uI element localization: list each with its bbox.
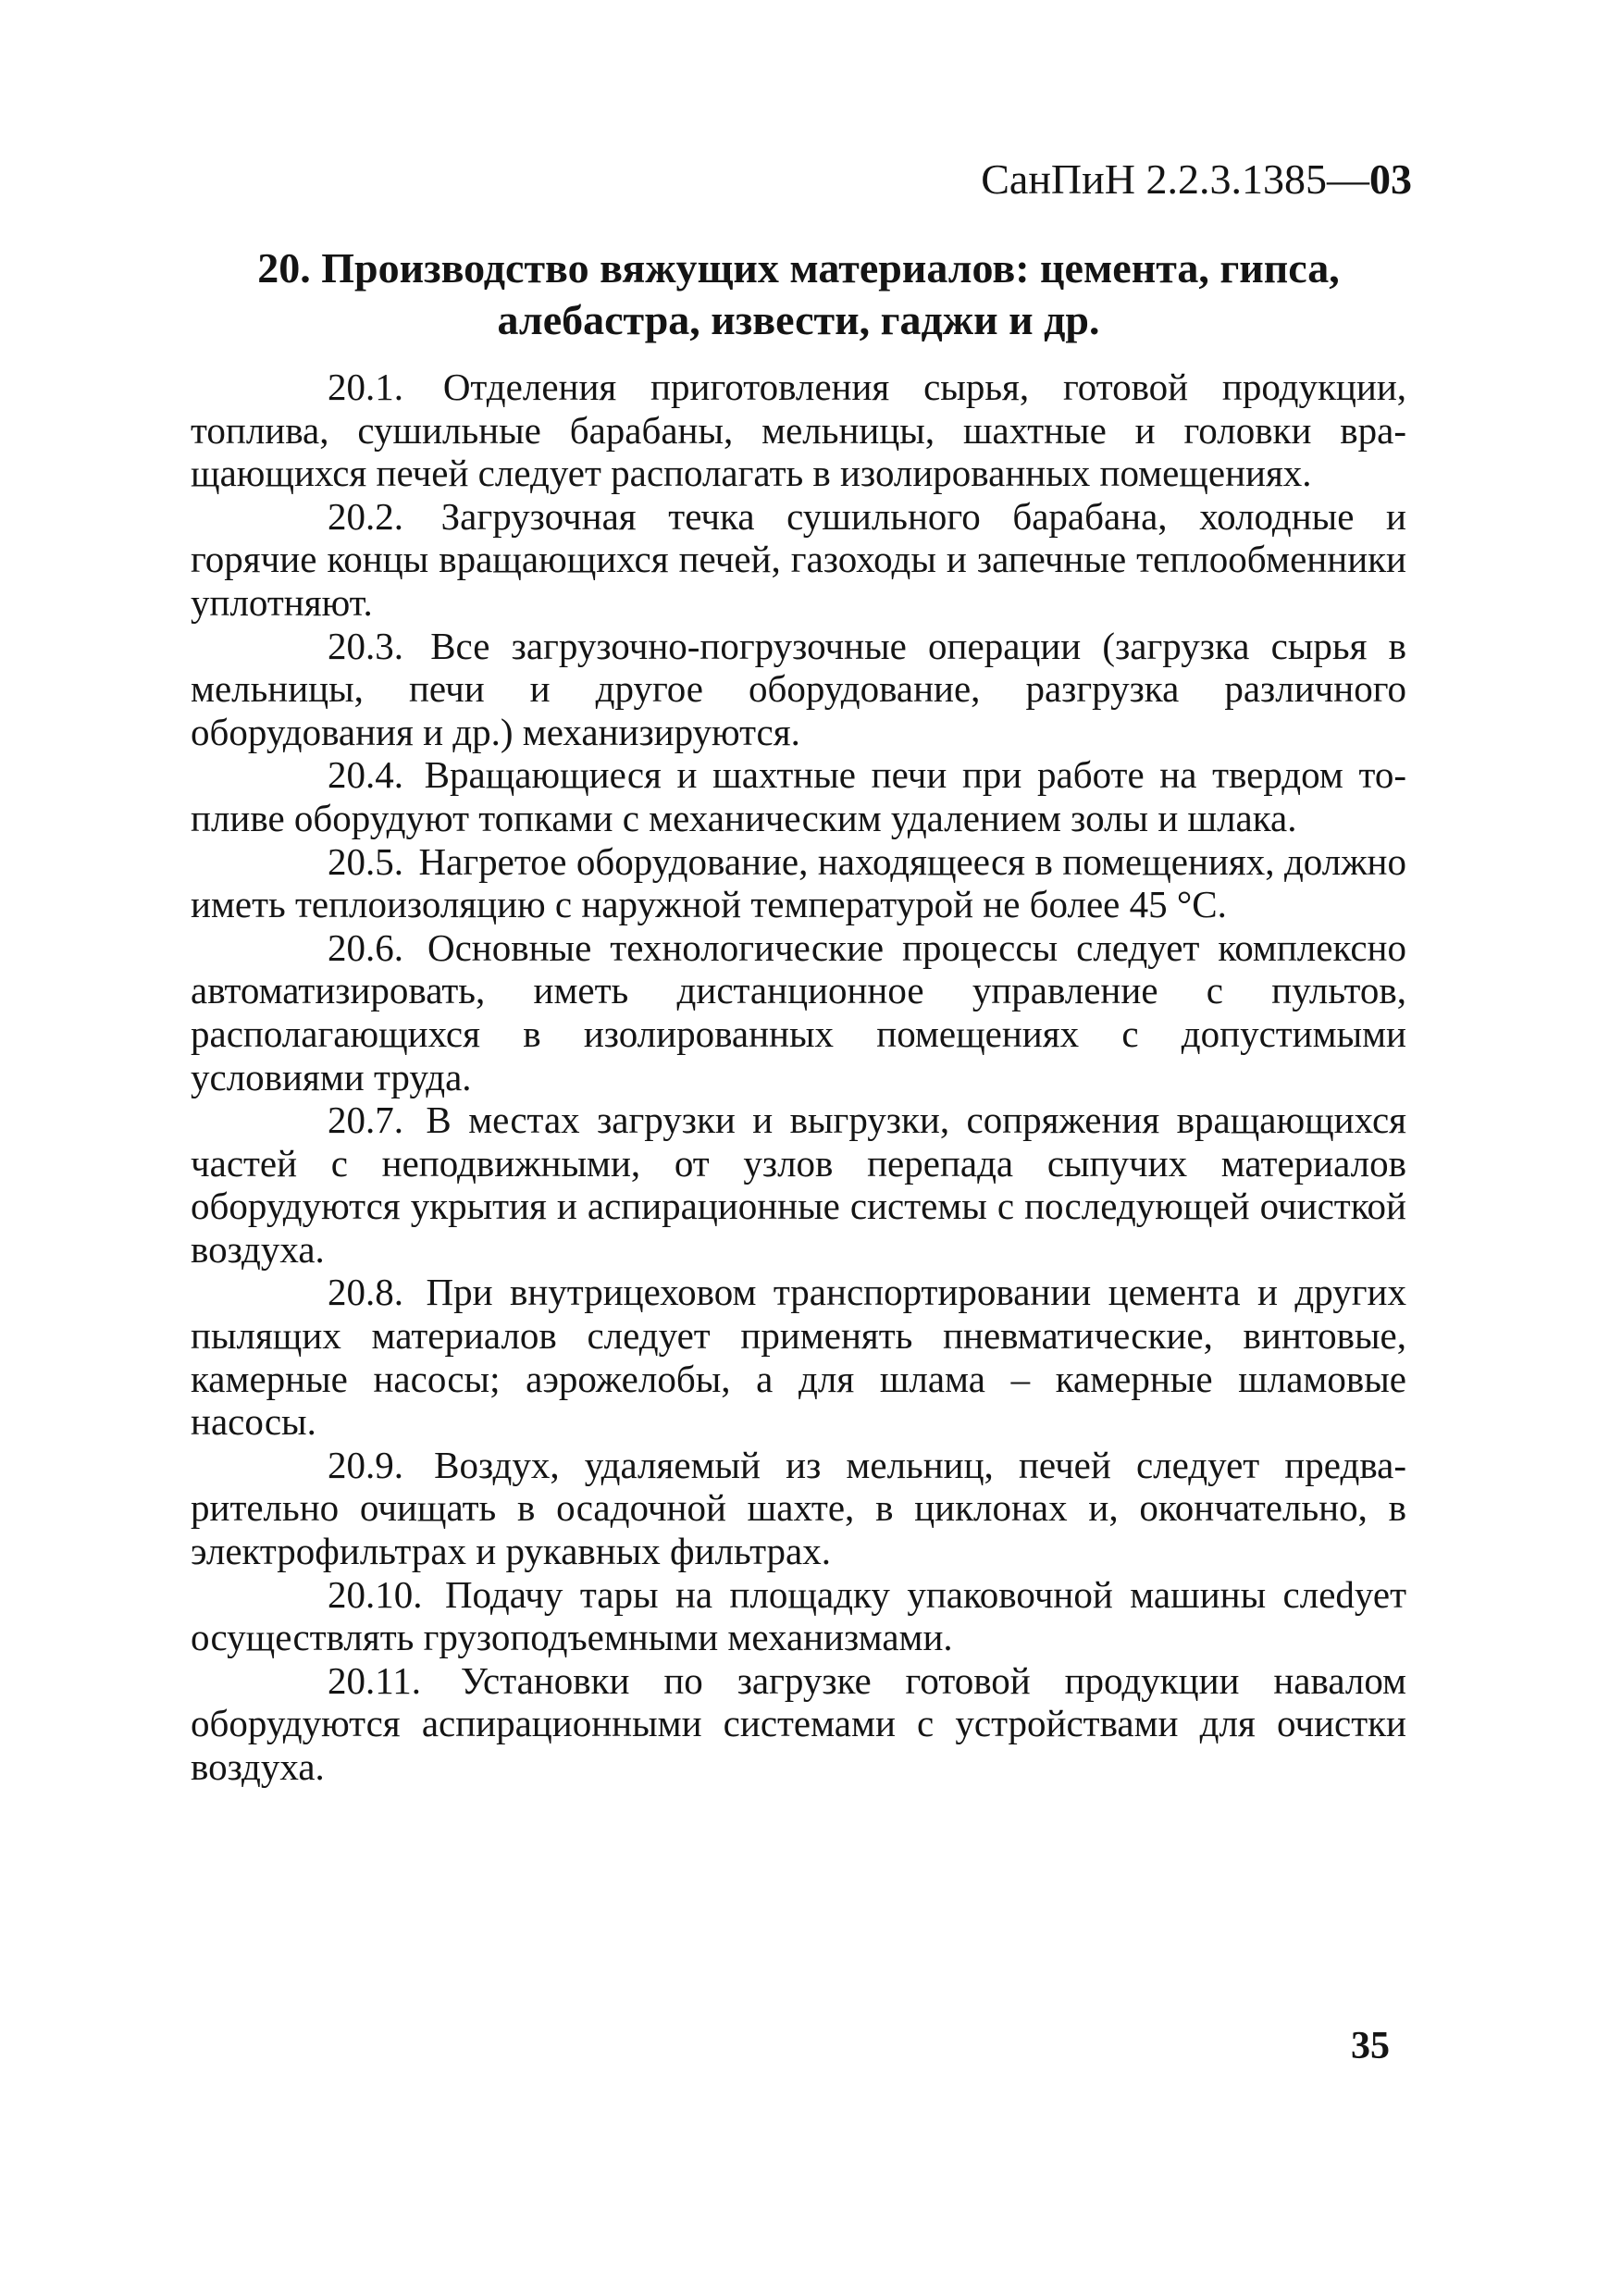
clause-number: 20.5.: [328, 839, 403, 883]
clause-text: Основные технологические процессы следует комплексно автоматизировать, иметь дистанционное управление с пультов, располагающихся в изолированных помещениях с допустимыми условиями труда.: [191, 925, 1407, 1098]
clause-20-6: [191, 926, 1406, 1098]
clause-20-10: [191, 1573, 1406, 1659]
document-code: [981, 154, 1412, 205]
clause-20-8: [191, 1271, 1406, 1443]
section-title-line-2: алебастра, извести, гаджи и др.: [497, 296, 1100, 343]
clause-20-9: [191, 1444, 1406, 1573]
section-title-line-1: 20. Производство вяжущих материалов: цемента, гипса,: [257, 244, 1340, 292]
clause-number: 20.3.: [328, 624, 403, 667]
clause-text: В местах загрузки и выгрузки, сопряжения вращающихся частей с неподвижными, от узлов перепада сыпучих материалов оборудуются укрытия и аспирационные системы с последующей очисткой воздуха.: [191, 1098, 1406, 1271]
clause-20-7: [191, 1098, 1406, 1271]
clause-number: 20.8.: [328, 1271, 403, 1314]
clause-text: Нагретое оборудование, находящееся в помещениях, должно иметь теплоизоляцию с наружной температурой не более 45 °С.: [191, 839, 1406, 926]
clause-20-3: [191, 625, 1406, 754]
document-code-year: 03: [1369, 155, 1412, 203]
clause-number: 20.6.: [328, 925, 403, 969]
clause-20-1: [191, 366, 1406, 495]
clause-number: 20.1.: [328, 366, 403, 408]
section-body: [191, 366, 1406, 1789]
clause-20-11: [191, 1659, 1406, 1789]
clause-text: Вращающиеся и шахтные печи при работе на твердом топливе оборудуют топками с механическим удалением золы и шлака.: [191, 753, 1407, 839]
document-code-main: СанПиН 2.2.3.1385—: [981, 155, 1369, 203]
clause-text: Воздух, удаляемый из мельниц, печей следует предварительно очищать в осадочной шахте, в циклонах и, окончательно, в электрофильтрах и рукавных фильтрах.: [191, 1443, 1406, 1573]
clause-number: 20.10.: [328, 1572, 423, 1616]
clause-number: 20.11.: [328, 1658, 421, 1702]
page-number: 35: [1351, 2025, 1390, 2067]
clause-number: 20.2.: [328, 494, 403, 538]
clause-20-5: [191, 840, 1406, 926]
clause-text: Установки по загрузке готовой продукции навалом оборудуются аспирационными системами с устройствами для очистки воздуха.: [191, 1658, 1407, 1788]
clause-number: 20.9.: [328, 1443, 403, 1486]
clause-text: Все загрузочно-погрузочные операции (загрузка сырья в мельницы, печи и другое оборудование, разгрузка различного оборудования и др.) механизируются.: [191, 624, 1406, 753]
clause-text: Отделения приготовления сырья, готовой продукции, топлива, сушильные барабаны, мельницы, шахтные и головки вращающихся печей следует располагать в изолированных помещениях.: [191, 366, 1407, 495]
section-title: [191, 242, 1406, 346]
clause-20-4: [191, 753, 1406, 839]
clause-number: 20.4.: [328, 753, 403, 797]
clause-number: 20.7.: [328, 1098, 403, 1142]
clause-text: Подачу тары на площадку упаковочной машины слеdует осуществлять грузоподъемными механизмами.: [191, 1572, 1406, 1659]
clause-text: Загрузочная течка сушильного барабана, холодные и горячие концы вращающихся печей, газоходы и запечные теплообменники уплотняют.: [191, 494, 1406, 624]
clause-text: При внутрицеховом транспортировании цемента и других пылящих материалов следует применять пневматические, винтовые, камерные насосы; аэрожелобы, а для шлама – камерные шламовые насосы.: [191, 1271, 1406, 1444]
clause-20-2: [191, 495, 1406, 625]
